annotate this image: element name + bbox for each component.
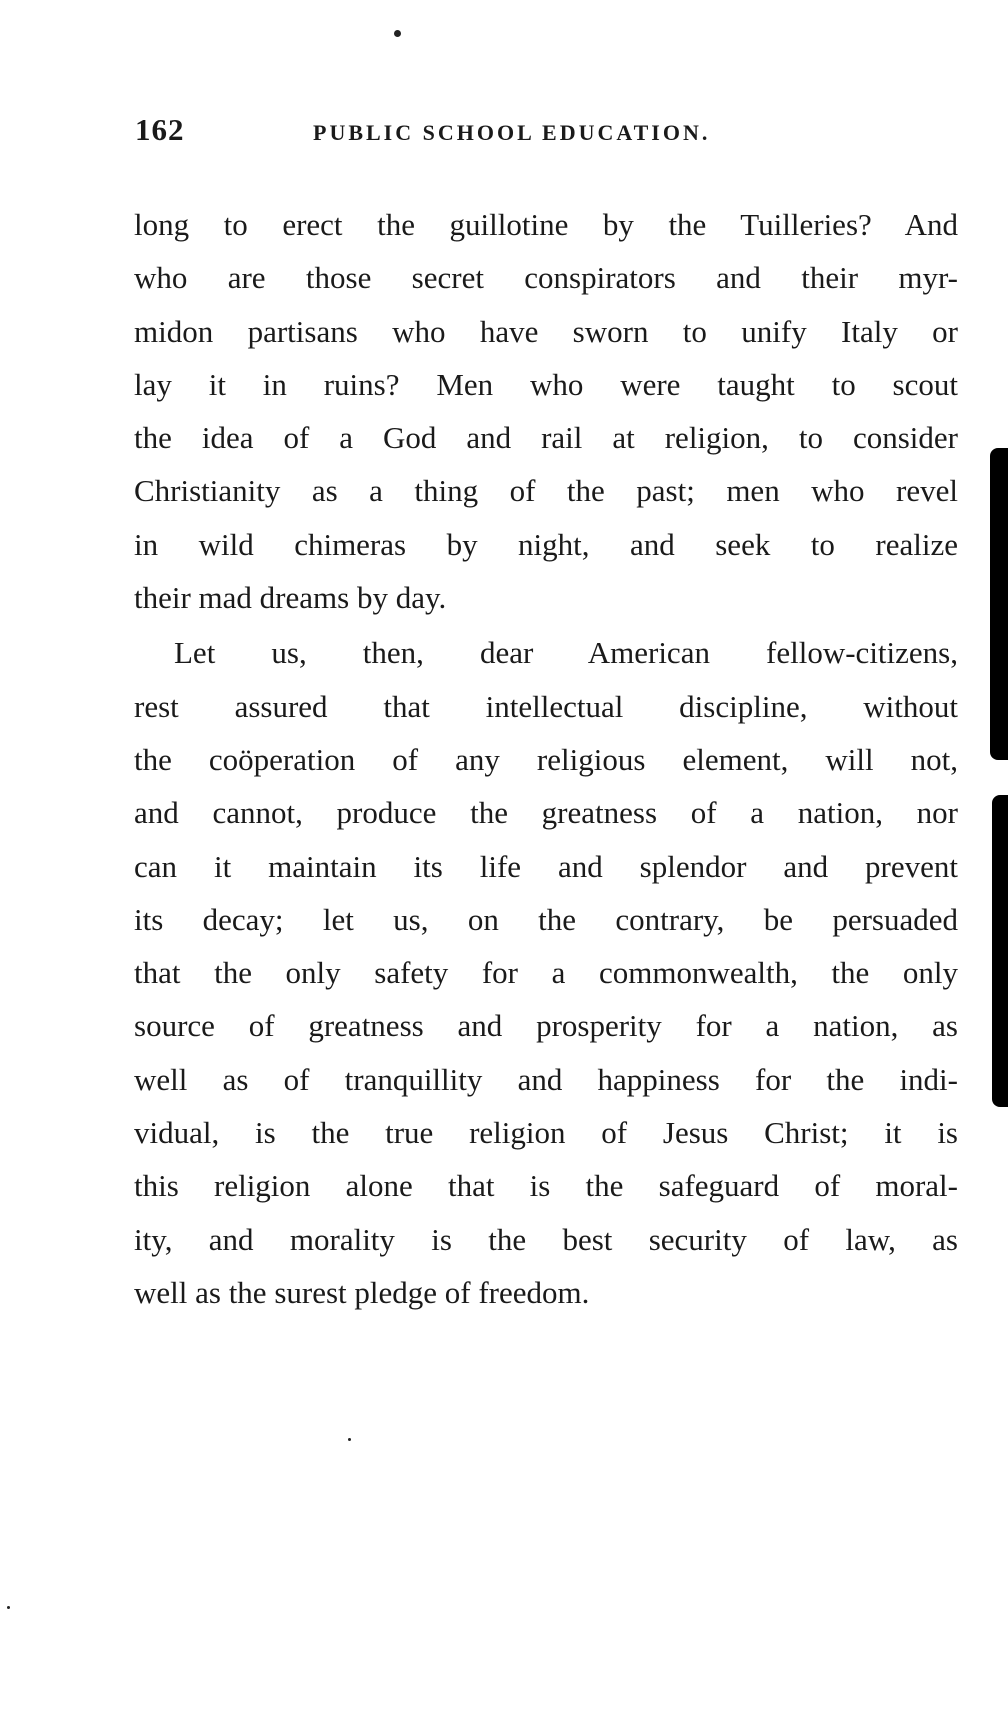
text-line: rest assured that intellectual discipline, without bbox=[134, 688, 958, 724]
text-line: vidual, is the true religion of Jesus Christ; it is bbox=[134, 1115, 958, 1151]
text-line: that the only safety for a commonwealth, the only bbox=[134, 955, 958, 991]
text-line: can it maintain its life and splendor and prevent bbox=[134, 848, 958, 884]
text-line: midon partisans who have sworn to unify Italy or bbox=[134, 313, 958, 349]
text-line: the coöperation of any religious element, will not, bbox=[134, 741, 958, 777]
text-line: their mad dreams by day. bbox=[134, 580, 447, 616]
paragraph bbox=[134, 198, 958, 624]
text-line: lay it in ruins? Men who were taught to scout bbox=[134, 366, 958, 402]
text-line: the idea of a God and rail at religion, to consider bbox=[134, 420, 958, 456]
text-line: well as the surest pledge of freedom. bbox=[134, 1274, 590, 1310]
text-line: long to erect the guillotine by the Tuilleries? And bbox=[134, 207, 958, 242]
text-line: this religion alone that is the safeguard of moral- bbox=[134, 1168, 958, 1204]
page-number: 162 bbox=[135, 112, 185, 147]
page-edge-shadow bbox=[990, 448, 1008, 760]
ink-speck bbox=[348, 1438, 351, 1441]
text-line: Christianity as a thing of the past; men who revel bbox=[134, 473, 958, 509]
text-line: its decay; let us, on the contrary, be persuaded bbox=[134, 901, 958, 937]
paragraph bbox=[134, 626, 958, 1319]
running-head bbox=[135, 112, 775, 152]
page-edge-shadow bbox=[992, 795, 1008, 1107]
text-line: well as of tranquillity and happiness for the indi- bbox=[134, 1061, 958, 1097]
body-text bbox=[134, 198, 958, 1319]
text-line: who are those secret conspirators and their myr- bbox=[134, 260, 958, 296]
text-line: and cannot, produce the greatness of a nation, nor bbox=[134, 795, 958, 831]
ink-speck bbox=[7, 1606, 10, 1609]
text-line: in wild chimeras by night, and seek to realize bbox=[134, 526, 958, 562]
text-line: Let us, then, dear American fellow-citizens, bbox=[174, 635, 958, 671]
running-title: PUBLIC SCHOOL EDUCATION. bbox=[313, 120, 711, 145]
ink-speck bbox=[394, 30, 401, 37]
text-line: ity, and morality is the best security of law, as bbox=[134, 1221, 958, 1257]
text-line: source of greatness and prosperity for a nation, as bbox=[134, 1008, 958, 1044]
